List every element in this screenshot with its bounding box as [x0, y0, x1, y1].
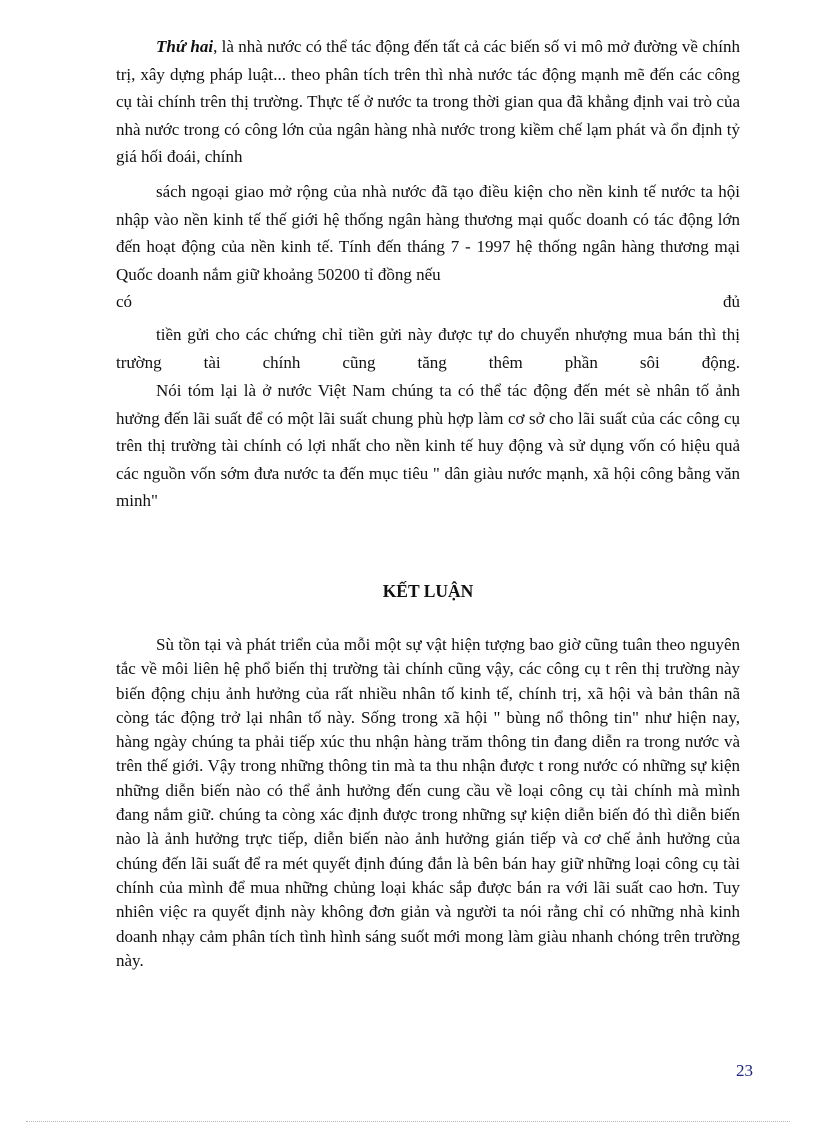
paragraph-tien-gui	[116, 321, 740, 376]
paragraph-tom-lai-text: Nói tóm lại là ở nước Việt Nam chúng ta có thể tác động đến mét sè nhân tố ảnh hưởng đến lãi suất để có một lãi suất chung phù hợp làm cơ sở cho lãi suất của các công cụ trên thị trường tài chính có lợi nhất cho nền kinh tế huy động và sử dụng vốn có hiệu quả các nguồn vốn sớm đưa nước ta đến mục tiêu " dân giàu nước mạnh, xã hội công bằng văn minh"	[116, 381, 740, 510]
paragraph-thu-hai-text	[116, 33, 740, 171]
paragraph-thu-hai-body: , là nhà nước có thể tác động đến tất cả các biến số vi mô mở đường về chính trị, xây dựng pháp luật... theo phân tích trên thì nhà nước tác động mạnh mẽ đến các công cụ tài chính trên thị trường. Thực tế ở nước ta trong thời gian qua đã khẳng định vai trò của nhà nước trong có công lớn của ngân hàng nhà nước trong kiềm chế lạm phát và ổn định tỷ giá hối đoái, chính	[116, 37, 740, 166]
conclusion-heading: KẾT LUẬN	[382, 581, 474, 601]
paragraph-thu-hai	[116, 33, 740, 171]
paragraph-tien-gui-text: tiền gửi cho các chứng chỉ tiền gửi này được tự do chuyển nhượng mua bán thì thị trường tài chính cũng tăng thêm phần sôi động.	[116, 325, 740, 372]
conclusion-paragraph-text: Sù tồn tại và phát triển của mỗi một sự vật hiện tượng bao giờ cũng tuân theo nguyên tắc về môi liên hệ phổ biến thị trường tài chính cũng vậy, các công cụ t rên thị trường này biến động chịu ảnh hưởng của rất nhiều nhân tố kinh tế, chính trị, xã hội và bản thân nã còng tác động trở lại nhân tố này. Sống trong xã hội " bùng nổ thông tin" như hiện nay, hàng ngày chúng ta phải tiếp xúc thu nhận hàng trăm thông tin đang diễn ra trong nước và trên thế giới. Vậy trong những thông tin mà ta thu nhận được t rong nước có những sự kiện những diễn biến nào có thể ảnh hưởng đến cung cầu về loại công cụ tài chính mà mình đang nắm giữ. chúng ta còng xác định được trong những sự kiện diễn biến đó thì diễn biến nào là ảnh hưởng trực tiếp, diễn biến nào ảnh hưởng gián tiếp và cơ chế ảnh hưởng của chúng đến lãi suất để ra mét quyết định đúng đắn là bên bán hay giữ những loại công cụ tài chính của mình để mua những chủng loại khác sắp được bán ra với lãi suất cao hơn. Tuy nhiên việc ra quyết định này không đơn giản và người ta nói rằng chỉ có những nhà kinh doanh nhạy cảm phân tích tình hình sáng suốt mới mong làm giàu nhanh chóng trên trường này.	[116, 635, 740, 970]
paragraph-chinh-sach-text: sách ngoại giao mở rộng của nhà nước đã tạo điều kiện cho nền kinh tế nước ta hội nhập vào nền kinh tế thế giới hệ thống ngân hàng thương mại quốc doanh có tác động lớn đến hoạt động của nền kinh tế. Tính đến tháng 7 - 1997 hệ thống ngân hàng thương mại Quốc doanh nắm giữ khoảng 50200 tỉ đồng nếu	[116, 182, 740, 284]
paragraph-lead-phrase: Thứ hai	[156, 37, 214, 56]
page-number: 23	[736, 1061, 753, 1080]
paragraph-tom-lai	[116, 377, 740, 515]
conclusion-paragraph	[116, 633, 740, 973]
paragraph-chinh-sach-tail: có đủ	[116, 292, 740, 311]
paragraph-chinh-sach	[116, 178, 740, 316]
footer-divider	[26, 1121, 790, 1122]
